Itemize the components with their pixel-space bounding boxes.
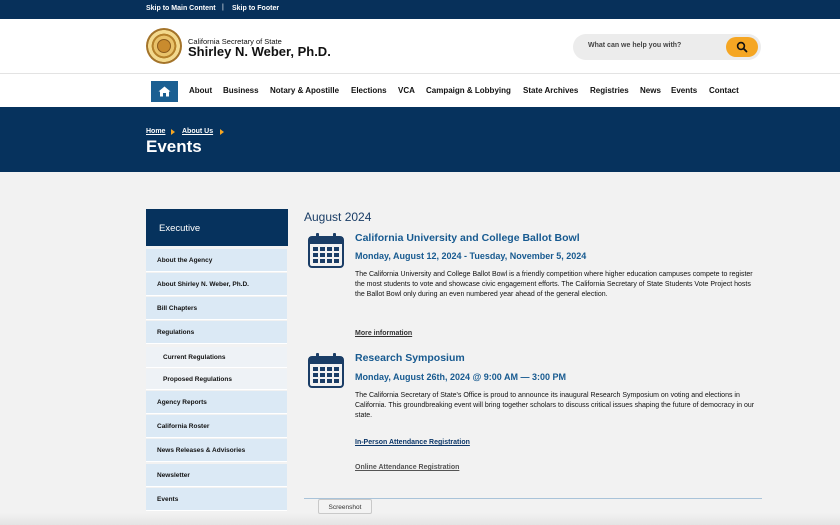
sidebar-item-about-agency[interactable]: About the Agency (146, 249, 287, 272)
event-title-ballot-bowl[interactable]: California University and College Ballot Bowl (355, 232, 580, 244)
nav-elections[interactable]: Elections (351, 86, 387, 95)
month-heading: August 2024 (304, 210, 372, 224)
skip-separator: | (222, 4, 224, 11)
nav-notary-apostille[interactable]: Notary & Apostille (270, 86, 340, 95)
event-description: The California Secretary of State's Office is proud to announce its inaugural Research Symposium on voting and elections in California. This groundbreaking event will bring together scholars to discuss critical issues shaping the future of democracy in our state. (355, 392, 755, 419)
screenshot-tooltip: Screenshot (318, 499, 372, 514)
content-divider (304, 498, 762, 499)
state-seal-logo[interactable] (146, 28, 182, 64)
nav-contact[interactable]: Contact (709, 86, 739, 95)
search-button[interactable] (726, 37, 758, 57)
org-subtitle: California Secretary of State (188, 37, 282, 46)
sidebar-item-events[interactable]: Events (146, 488, 287, 511)
event-title-research-symposium[interactable]: Research Symposium (355, 352, 465, 364)
nav-registries[interactable]: Registries (590, 86, 629, 95)
more-information-link[interactable]: More information (355, 330, 413, 337)
nav-business[interactable]: Business (223, 86, 259, 95)
bottom-edge (0, 513, 840, 525)
sidebar-header[interactable]: Executive (146, 209, 288, 246)
event-description: The California University and College Ballot Bowl is a friendly competition where higher education campuses compete to register the most students to vote and showcase civic engagement efforts. The California Secretary of State Students Vote Project hosts the Ballot Bowl only during an even numbered year ahead of the general election. (355, 271, 753, 298)
nav-vca[interactable]: VCA (398, 86, 415, 95)
skip-to-footer-link[interactable]: Skip to Footer (232, 5, 280, 12)
sidebar-subitem-proposed-regulations[interactable]: Proposed Regulations (146, 369, 287, 390)
sidebar-item-news-releases[interactable]: News Releases & Advisories (146, 439, 287, 462)
nav-news[interactable]: News (640, 86, 661, 95)
event-date: Monday, August 12, 2024 - Tuesday, November 5, 2024 (355, 251, 587, 261)
site-header (0, 19, 840, 73)
in-person-registration-link[interactable]: In-Person Attendance Registration (355, 439, 470, 446)
nav-events[interactable]: Events (671, 86, 698, 95)
page-hero (0, 107, 840, 172)
calendar-icon (308, 353, 344, 388)
sidebar-item-california-roster[interactable]: California Roster (146, 415, 287, 438)
skip-to-main-link[interactable]: Skip to Main Content (146, 5, 216, 12)
search-icon (736, 41, 748, 53)
home-button[interactable] (151, 81, 178, 102)
sidebar-item-newsletter[interactable]: Newsletter (146, 464, 287, 487)
breadcrumb-arrow-icon (220, 129, 224, 135)
nav-state-archives[interactable]: State Archives (523, 86, 579, 95)
top-utility-bar (0, 0, 840, 19)
sidebar-item-agency-reports[interactable]: Agency Reports (146, 391, 287, 414)
nav-campaign-lobbying[interactable]: Campaign & Lobbying (426, 86, 511, 95)
breadcrumb-about-us[interactable]: About Us (182, 128, 214, 135)
nav-about[interactable]: About (189, 86, 213, 95)
org-name[interactable]: Shirley N. Weber, Ph.D. (188, 44, 331, 59)
sidebar-item-about-secretary[interactable]: About Shirley N. Weber, Ph.D. (146, 273, 287, 296)
sidebar-item-bill-chapters[interactable]: Bill Chapters (146, 297, 287, 320)
online-registration-link[interactable]: Online Attendance Registration (355, 464, 460, 471)
calendar-icon (308, 233, 344, 268)
event-date: Monday, August 26th, 2024 @ 9:00 AM — 3:00 PM (355, 372, 566, 382)
home-icon (158, 86, 171, 97)
breadcrumb-arrow-icon (171, 129, 175, 135)
search-box[interactable] (573, 34, 761, 60)
page-title: Events (146, 137, 202, 156)
search-input[interactable]: What can we help you with? (588, 42, 682, 49)
breadcrumb-home[interactable]: Home (146, 128, 166, 135)
sidebar-subitem-current-regulations[interactable]: Current Regulations (146, 347, 287, 368)
main-nav (0, 73, 840, 108)
sidebar-item-regulations[interactable]: Regulations (146, 321, 287, 344)
